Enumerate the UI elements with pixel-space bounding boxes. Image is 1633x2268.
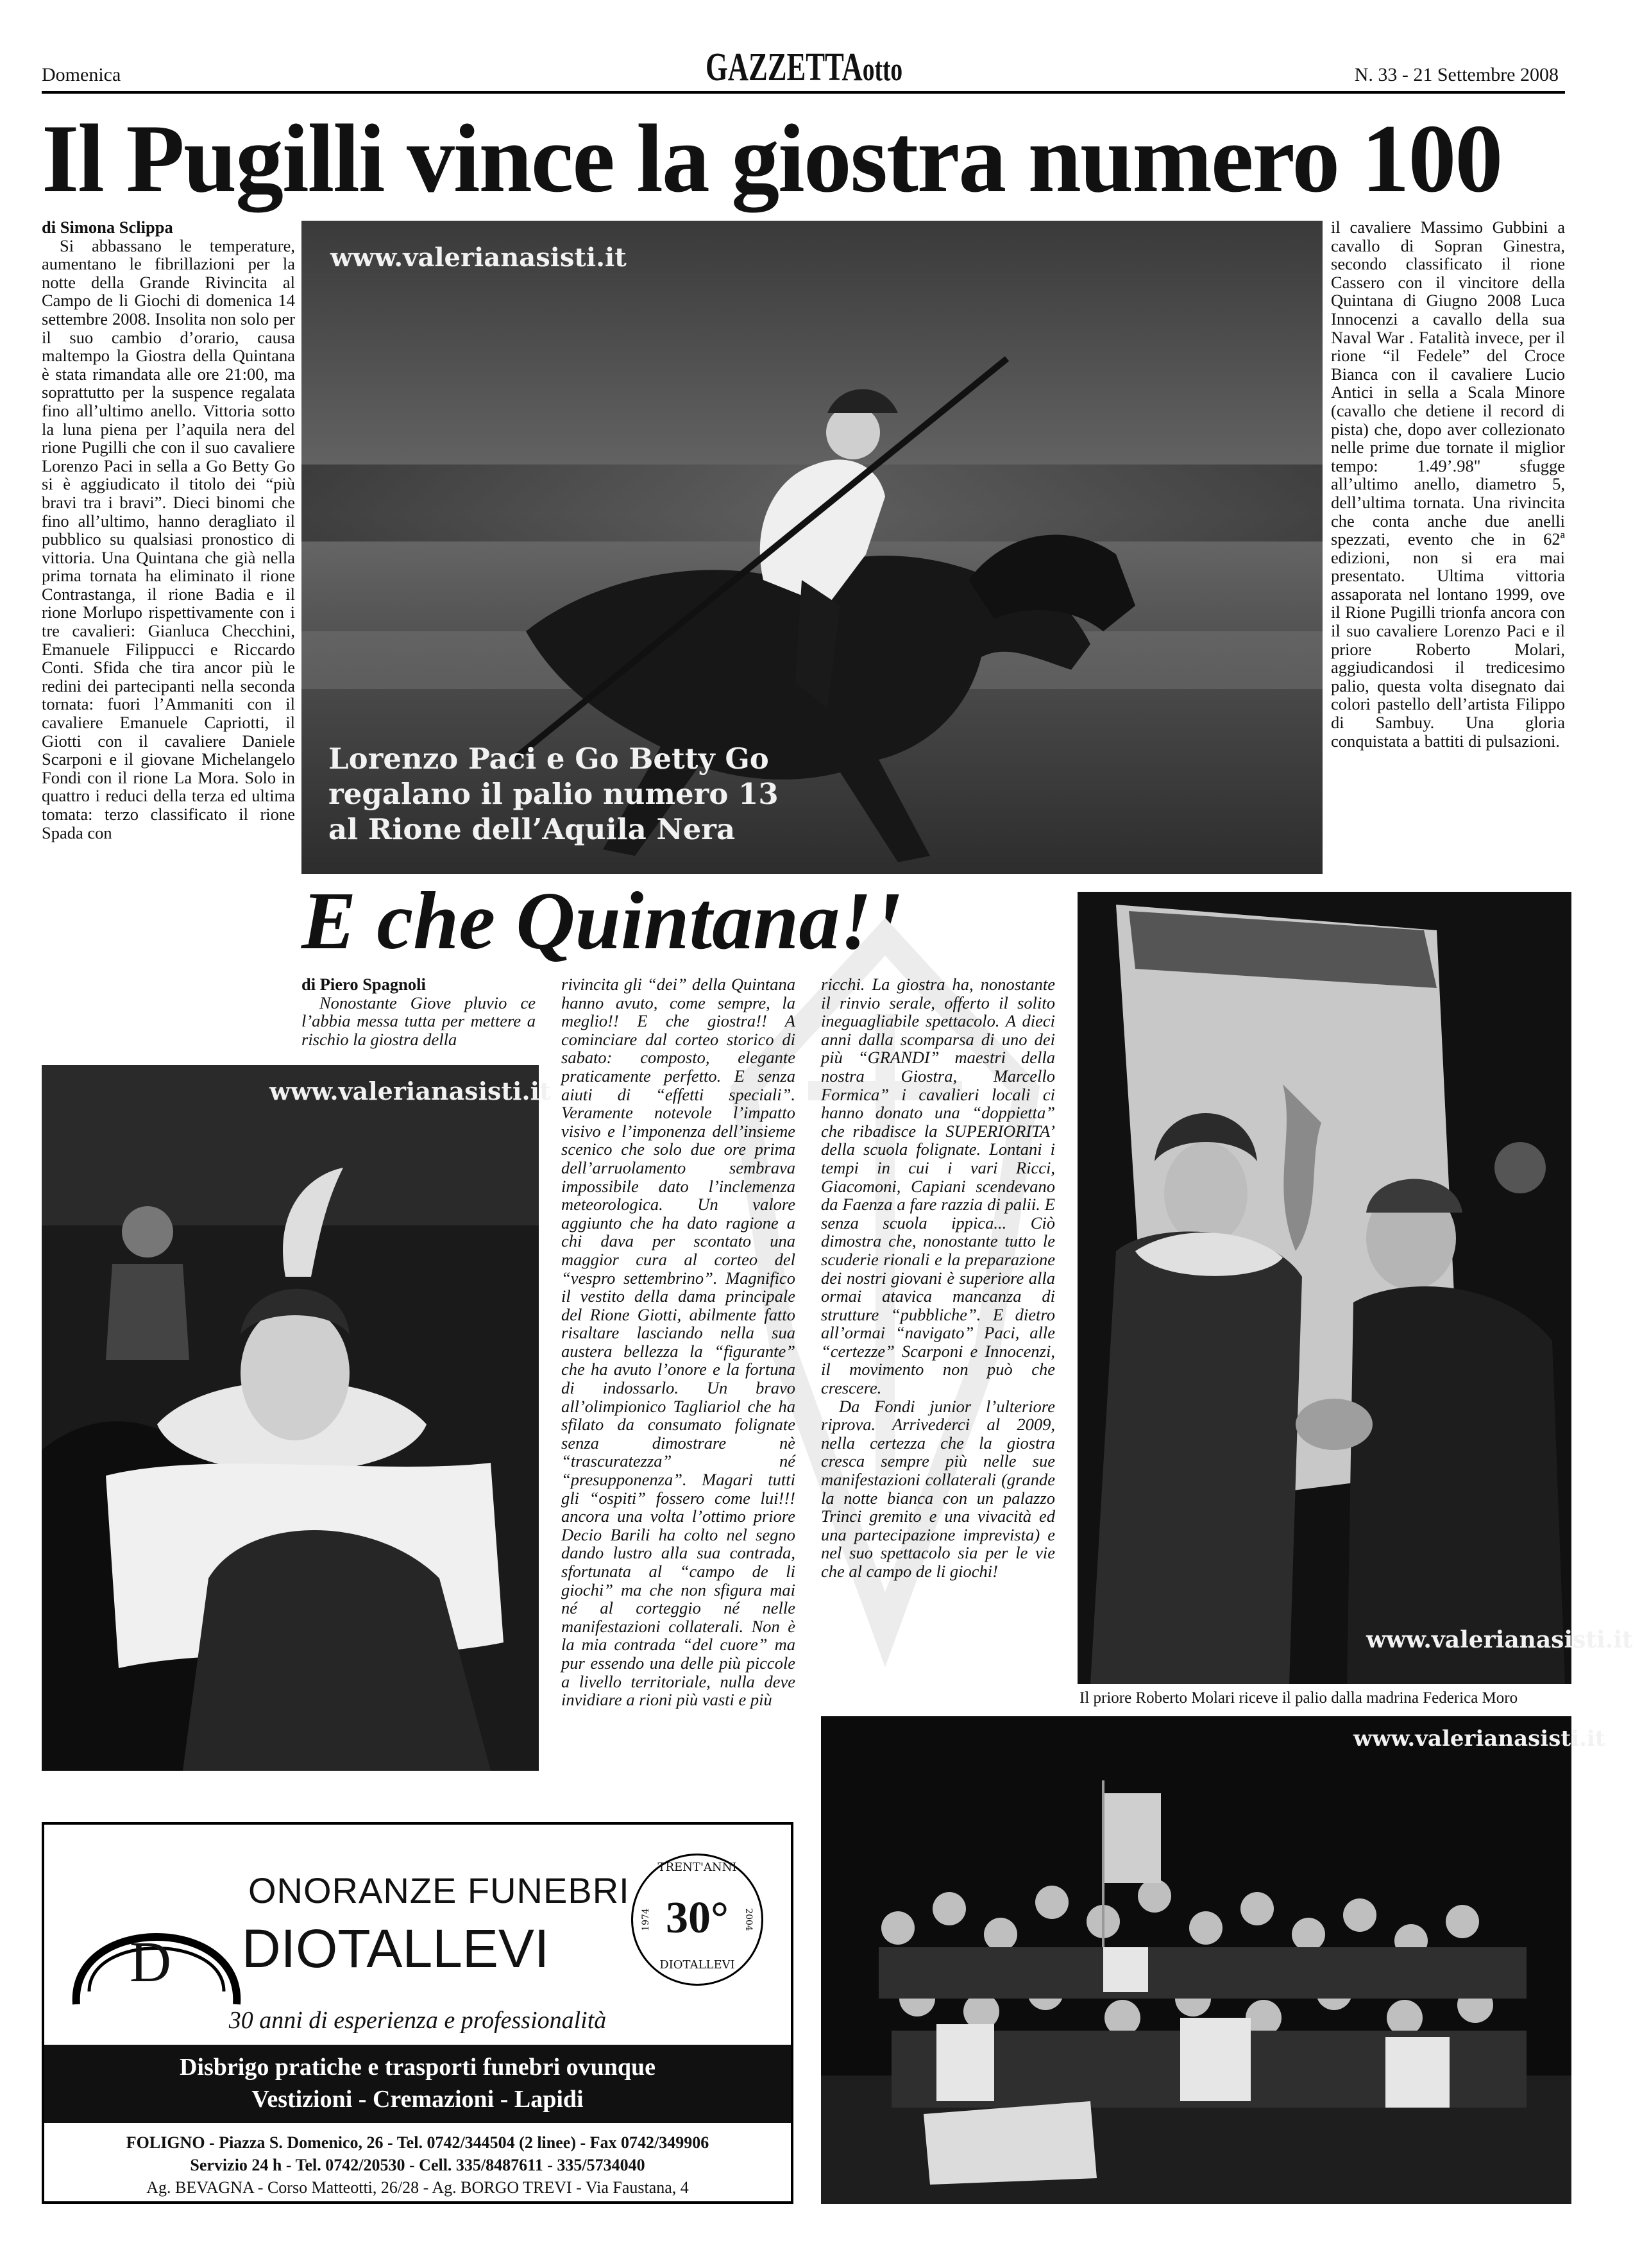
article2-byline: di Piero Spagnoli (301, 975, 426, 994)
seal-year-right: 2004 (743, 1908, 754, 1931)
ad-banner-line1: Disbrigo pratiche e trasporti funebri ovunque (179, 2054, 656, 2081)
article2-col3 (821, 975, 1055, 1581)
photo-priore-palio (1078, 892, 1571, 1684)
ad-tagline: 30 anni di esperienza e professionalità (228, 2007, 607, 2034)
ad-contact-line1: FOLIGNO - Piazza S. Domenico, 26 - Tel. 0742/344504 (2 linee) - Fax 0742/349906 (126, 2133, 709, 2152)
header-day: Domenica (42, 64, 121, 85)
lead-photo-caption-line2: regalano il palio numero 13 (328, 777, 779, 811)
seal-number: 30° (666, 1893, 729, 1943)
article2-headline: E che Quintana!! (301, 875, 904, 966)
article1-text-col1: Si abbassano le temperature, aumentano le fibrillazioni per la notte della Grande Rivincita al Campo de li Giochi di domenica 14 settembre 2008. Insolita non solo per il suo cambio d’orario, causa maltempo la Giostra della Quintana è stata rimandata alle ore 21:00, ma soprattutto per la suspence regalata fino all’ultimo anello. Vittoria sotto la luna piena per l’aquila nera del rione Pugilli che con il suo cavaliere Lorenzo Paci in sella a Go Betty Go si è aggiudicato il titolo dei “più bravi tra i bravi”. Dieci binomi che fino all’ultimo, hanno deragliato il pubblico su qualsiasi pronostico di vittoria. Una Quintana che già nella prima tornata ha eliminato il rione Contrastanga, il rione Badia e il rione Morlupo rispettivamente con i tre cavalieri: Gianluca Checchini, Emanuele Filippucci e Riccardo Conti. Sfida che tira ancor più le redini dei partecipanti nella seconda tornata: fuori l’Ammaniti con il cavaliere Emanuele Capriotti, il Giotti con il cavaliere Daniele Scarponi e il giovane Michelangelo Fondi con il rione La Mora. Solo in quattro i reduci della terza ed ultima tomata: terzo classificato il rione Spada con (42, 235, 295, 842)
lead-photo-caption-line1: Lorenzo Paci e Go Betty Go (328, 742, 769, 776)
left-photo-watermark: www.valerianasisti.it (269, 1077, 551, 1105)
ad-title-line2: DIOTALLEVI (242, 1918, 550, 1979)
photo-lady-costume (42, 1065, 539, 1771)
article2-col2 (561, 975, 795, 1709)
ad-logo-letter: D (130, 1931, 171, 1994)
page-headline: Il Pugilli vince la giostra numero 100 (42, 105, 1502, 212)
ad-contact-line3: Ag. BEVAGNA - Corso Matteotti, 26/28 - Ag. BORGO TREVI - Via Faustana, 4 (146, 2178, 689, 2197)
masthead (706, 45, 902, 90)
ad-contact-line2: Servizio 24 h - Tel. 0742/20530 - Cell. 335/8487611 - 335/5734040 (190, 2156, 645, 2174)
article2-text-col3b: Da Fondi junior l’ulteriore riprova. Arrivederci al 2009, nella certezza che la giostra cresca sempre più nelle sue manifestazioni collaterali (grande la notte bianca con un palazzo Trinci gremito e una vivacità ed una partecipazione imprevista) e nel suo spettacolo sia per le vie che al campo de li giochi! (821, 1396, 1055, 1581)
lead-photo-watermark: www.valerianasisti.it (330, 243, 627, 273)
ad-banner-line2: Vestizioni - Cremazioni - Lapidi (251, 2086, 584, 2113)
seal-year-left: 1974 (640, 1908, 651, 1931)
ad-contacts (44, 2131, 791, 2199)
header-rule (42, 91, 1565, 94)
ad-title-line1: ONORANZE FUNEBRI (248, 1870, 630, 1911)
right-photo-caption: Il priore Roberto Molari riceve il palio dalla madrina Federica Moro (1079, 1689, 1518, 1707)
ad-anniversary-seal (631, 1854, 763, 1986)
bottom-photo-watermark: www.valerianasisti.it (1353, 1726, 1605, 1752)
masthead-main: GAZZETTA (706, 46, 863, 89)
article1-right-column (1331, 218, 1565, 750)
article1-text-col2: il cavaliere Massimo Gubbini a cavallo di Sopran Ginestra, secondo classificato il rione Cassero con il vincitore della Quintana di Giugno 2008 Luca Innocenzi a cavallo della sua Naval War . Fatalità invece, per il rione “il Fedele” del Croce Bianca con il cavaliere Lucio Antici in sella a Scala Minore (cavallo che detiene il record di pista) che, dopo aver collezionato nelle prime due tornate il miglior tempo: 1.49’.98" sfugge all’ultimo anello, diametro 5, dell’ultima tornata. Una rivincita che conta anche due anelli spezzati, evento che in 62ª edizioni, non si era mai presentato. Ultima vittoria assaporata nel lontano 1999, ove il Rione Pugilli trionfa ancora con il suo cavaliere Lorenzo Paci e il priore Roberto Molari, aggiudicandosi il tredicesimo palio, questa volta disegnato dai colori pastello dell’artista Filippo di Sambuy. Una gloria conquistata a battiti di pulsazioni. (1331, 217, 1565, 751)
ad-banner (44, 2045, 791, 2123)
article2-col1 (301, 975, 536, 1048)
article1-left-column (42, 218, 295, 842)
funeral-ad (42, 1822, 793, 2204)
article1-byline: di Simona Sclippa (42, 217, 173, 237)
header-issue: N. 33 - 21 Settembre 2008 (1354, 64, 1559, 85)
lead-photo-caption-line3: al Rione dell’Aquila Nera (328, 812, 736, 846)
lead-photo-caption (328, 741, 779, 847)
article2-text-col3: ricchi. La giostra ha, nonostante il rinvio serale, offerto il solito ineguagliabile spettacolo. A dieci anni dalla scomparsa di uno dei più “GRANDI” maestri della nostra Giostra, Marcello Formica” i cavalieri locali ci hanno donato una “doppietta” che ribadisce la SUPERIORITA’ della scuola folignate. Lontani i tempi in cui i vari Ricci, Giacomoni, Capiani scendevano da Faenza a fare razzia di palii. E senza scuola ippica... Ciò dimostra che, nonostante tutto le scuderie rionali e la preparazione dei nostri giovani è superiore alla ormai atavica mancanza di strutture “pubbliche”. E dietro all’ormai “navigato” Paci, alle “certezze” Scarponi e Innocenzi, il movimento non può che crescere. (821, 975, 1055, 1398)
masthead-sub: otto (862, 51, 903, 88)
photo-group-celebration (821, 1716, 1571, 2204)
seal-bottom-text: DIOTALLEVI (659, 1958, 735, 1972)
article2-text-col2: rivincita gli “dei” della Quintana hanno avuto, come sempre, la meglio!! E che giostra!! A cominciare dal corteo storico di sabato: composto, elegante praticamente perfetto. E senza aiuti di “effetti speciali”. Veramente notevole l’impatto visivo e l’imponenza dell’insieme scenico che solo due ore prima dell’arruolamento sembrava impossibile dato l’inclemenza meteorologica. Un valore aggiunto che ha dato ragione a chi dava per scontato una maggior cura al corteo del “vespro settembrino”. Magnifico il vestito della dama principale del Rione Giotti, abilmente fatto risaltare lasciando nella sua austera bellezza la “figurante” che ha avuto l’onore e la fortuna di indossarlo. Un bravo all’olimpionico Tagliariol che ha sfilato da consumato folignate senza dimostrare nè “trascuratezza” né “presupponenza”. Magari tutti gli “ospiti” fossero come lui!!! ancora una volta l’ottimo priore Decio Barili ha colto nel segno dando lustro alla sua contrada, sfortunata al “campo de li giochi” ma che non sfigura mai né al corteggio né nelle manifestazioni collaterali. Non è la mia contrada “del cuore” ma pur essendo una delle più piccole a livello territoriale, nulla deve invidiare a rioni più vasti e più (561, 975, 795, 1710)
article2-text-col1: Nonostante Giove pluvio ce l’abbia messa tutta per mettere a rischio la giostra della (301, 993, 536, 1049)
seal-top-text: TRENT'ANNI (657, 1861, 737, 1874)
right-photo-watermark: www.valerianasisti.it (1366, 1626, 1633, 1653)
